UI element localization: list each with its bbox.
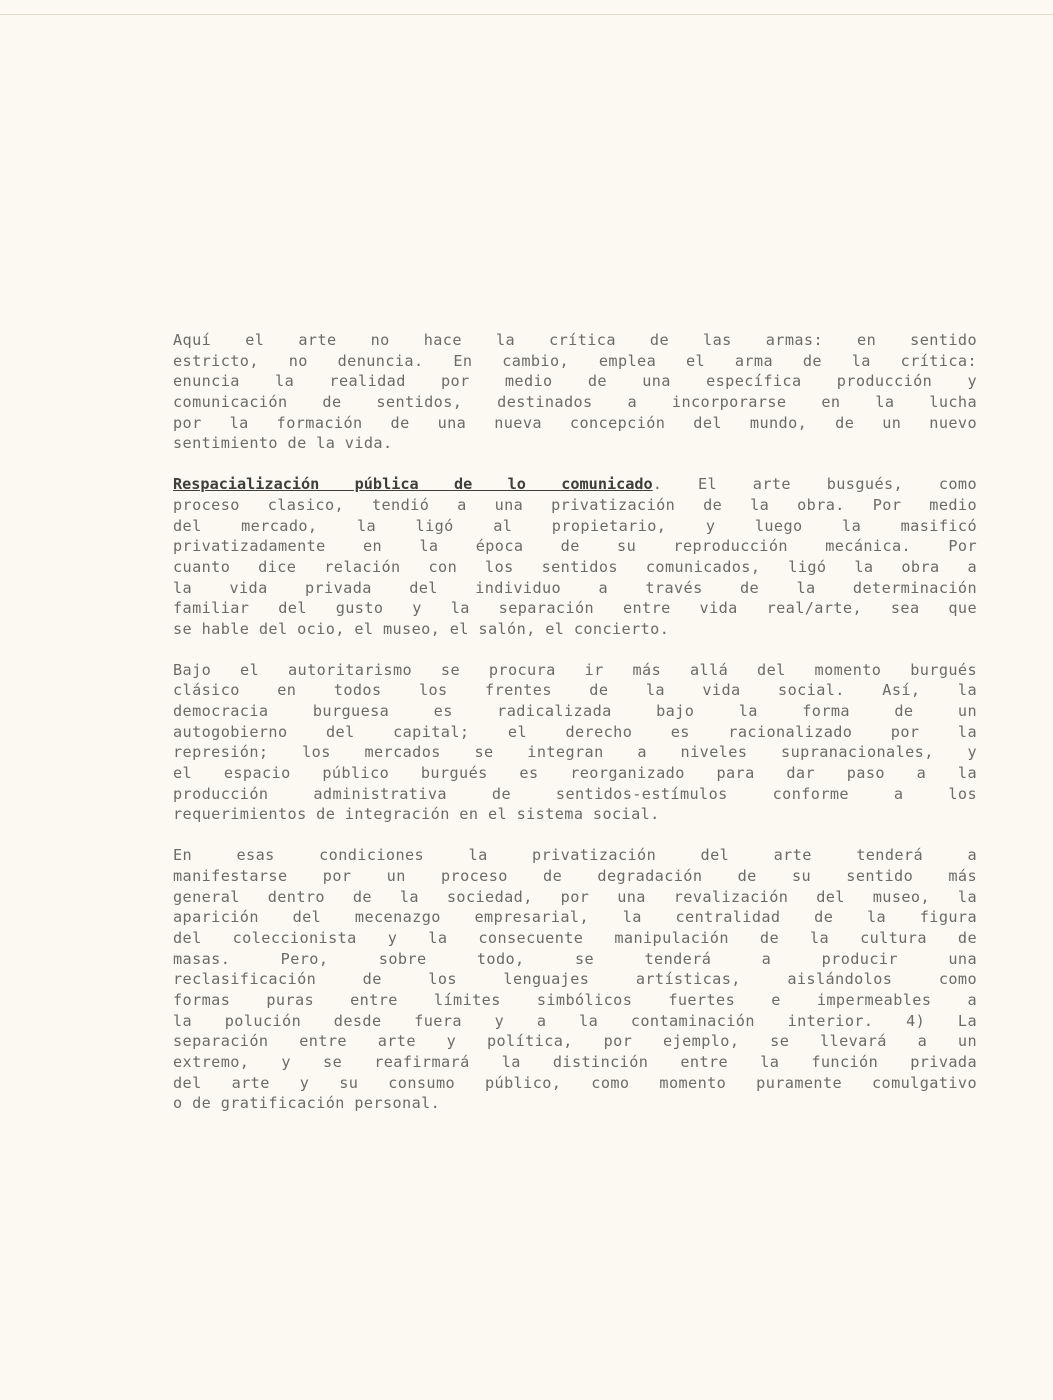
- page-top-edge: [0, 14, 1053, 15]
- text-line: se hable del ocio, el museo, el salón, el concierto.: [173, 619, 670, 638]
- text-line: manifestarse por un proceso de degradación de su sentido más: [173, 866, 977, 885]
- section-heading: Respacialización pública de lo comunicado: [173, 475, 653, 494]
- text-line: democracia burguesa es radicalizada bajo la forma de un: [173, 702, 977, 720]
- text-line: el espacio público burgués es reorganizado para dar paso a la: [173, 764, 977, 783]
- text-line: formas puras entre límites simbólicos fuertes e impermeables a: [173, 990, 977, 1009]
- text-line: privatizadamente en la época de su reproducción mecánica. Por: [173, 537, 977, 556]
- paragraph-respacializacion: [173, 474, 977, 640]
- text-line: En esas condiciones la privatización del arte tenderá a: [173, 846, 977, 865]
- paragraph-arte-critica: [173, 330, 977, 454]
- text-line: producción administrativa de sentidos-estímulos conforme a los: [173, 784, 977, 803]
- text-line: requerimientos de integración en el sistema social.: [173, 805, 660, 824]
- text-line: cuanto dice relación con los sentidos comunicados, ligó la obra a: [173, 557, 977, 576]
- text-line: Aquí el arte no hace la crítica de las armas: en sentido: [173, 331, 977, 349]
- text-line: extremo, y se reafirmará la distinción entre la función privada: [173, 1053, 977, 1071]
- heading-line: [173, 474, 977, 495]
- heading-line-rest: . El arte busgués, como: [652, 475, 977, 494]
- paragraph-autoritarismo: [173, 660, 977, 826]
- text-line: sentimiento de la vida.: [173, 434, 393, 453]
- text-line: o de gratificación personal.: [173, 1094, 441, 1113]
- text-line: represión; los mercados se integran a niveles supranacionales, y: [173, 743, 977, 762]
- text-line: del coleccionista y la consecuente manipulación de la cultura de: [173, 928, 977, 947]
- text-line: separación entre arte y política, por ejemplo, se llevará a un: [173, 1032, 977, 1051]
- text-line: autogobierno del capital; el derecho es racionalizado por la: [173, 722, 977, 741]
- text-line: la polución desde fuera y a la contaminación interior. 4) La: [173, 1011, 977, 1030]
- text-line: estricto, no denuncia. En cambio, emplea el arma de la crítica:: [173, 351, 977, 370]
- text-line: reclasificación de los lenguajes artísticas, aislándolos como: [173, 970, 977, 989]
- text-line: aparición del mecenazgo empresarial, la centralidad de la figura: [173, 908, 977, 927]
- text-line: del mercado, la ligó al propietario, y luego la masificó: [173, 516, 977, 535]
- text-line: enuncia la realidad por medio de una específica producción y: [173, 372, 977, 391]
- text-line: la vida privada del individuo a través de la determinación: [173, 578, 977, 597]
- page-body: [173, 330, 977, 1134]
- text-line: comunicación de sentidos, destinados a incorporarse en la lucha: [173, 393, 977, 412]
- text-line: por la formación de una nueva concepción del mundo, de un nuevo: [173, 413, 977, 432]
- text-line: del arte y su consumo público, como momento puramente comulgativo: [173, 1073, 977, 1092]
- text-line: masas. Pero, sobre todo, se tenderá a producir una: [173, 949, 977, 968]
- text-line: general dentro de la sociedad, por una revalización del museo, la: [173, 887, 977, 906]
- paragraph-privatizacion: [173, 845, 977, 1114]
- text-line: clásico en todos los frentes de la vida social. Así, la: [173, 681, 977, 700]
- text-line: Bajo el autoritarismo se procura ir más allá del momento burgués: [173, 660, 977, 679]
- text-line: familiar del gusto y la separación entre vida real/arte, sea que: [173, 599, 977, 618]
- text-line: proceso clasico, tendió a una privatización de la obra. Por medio: [173, 495, 977, 514]
